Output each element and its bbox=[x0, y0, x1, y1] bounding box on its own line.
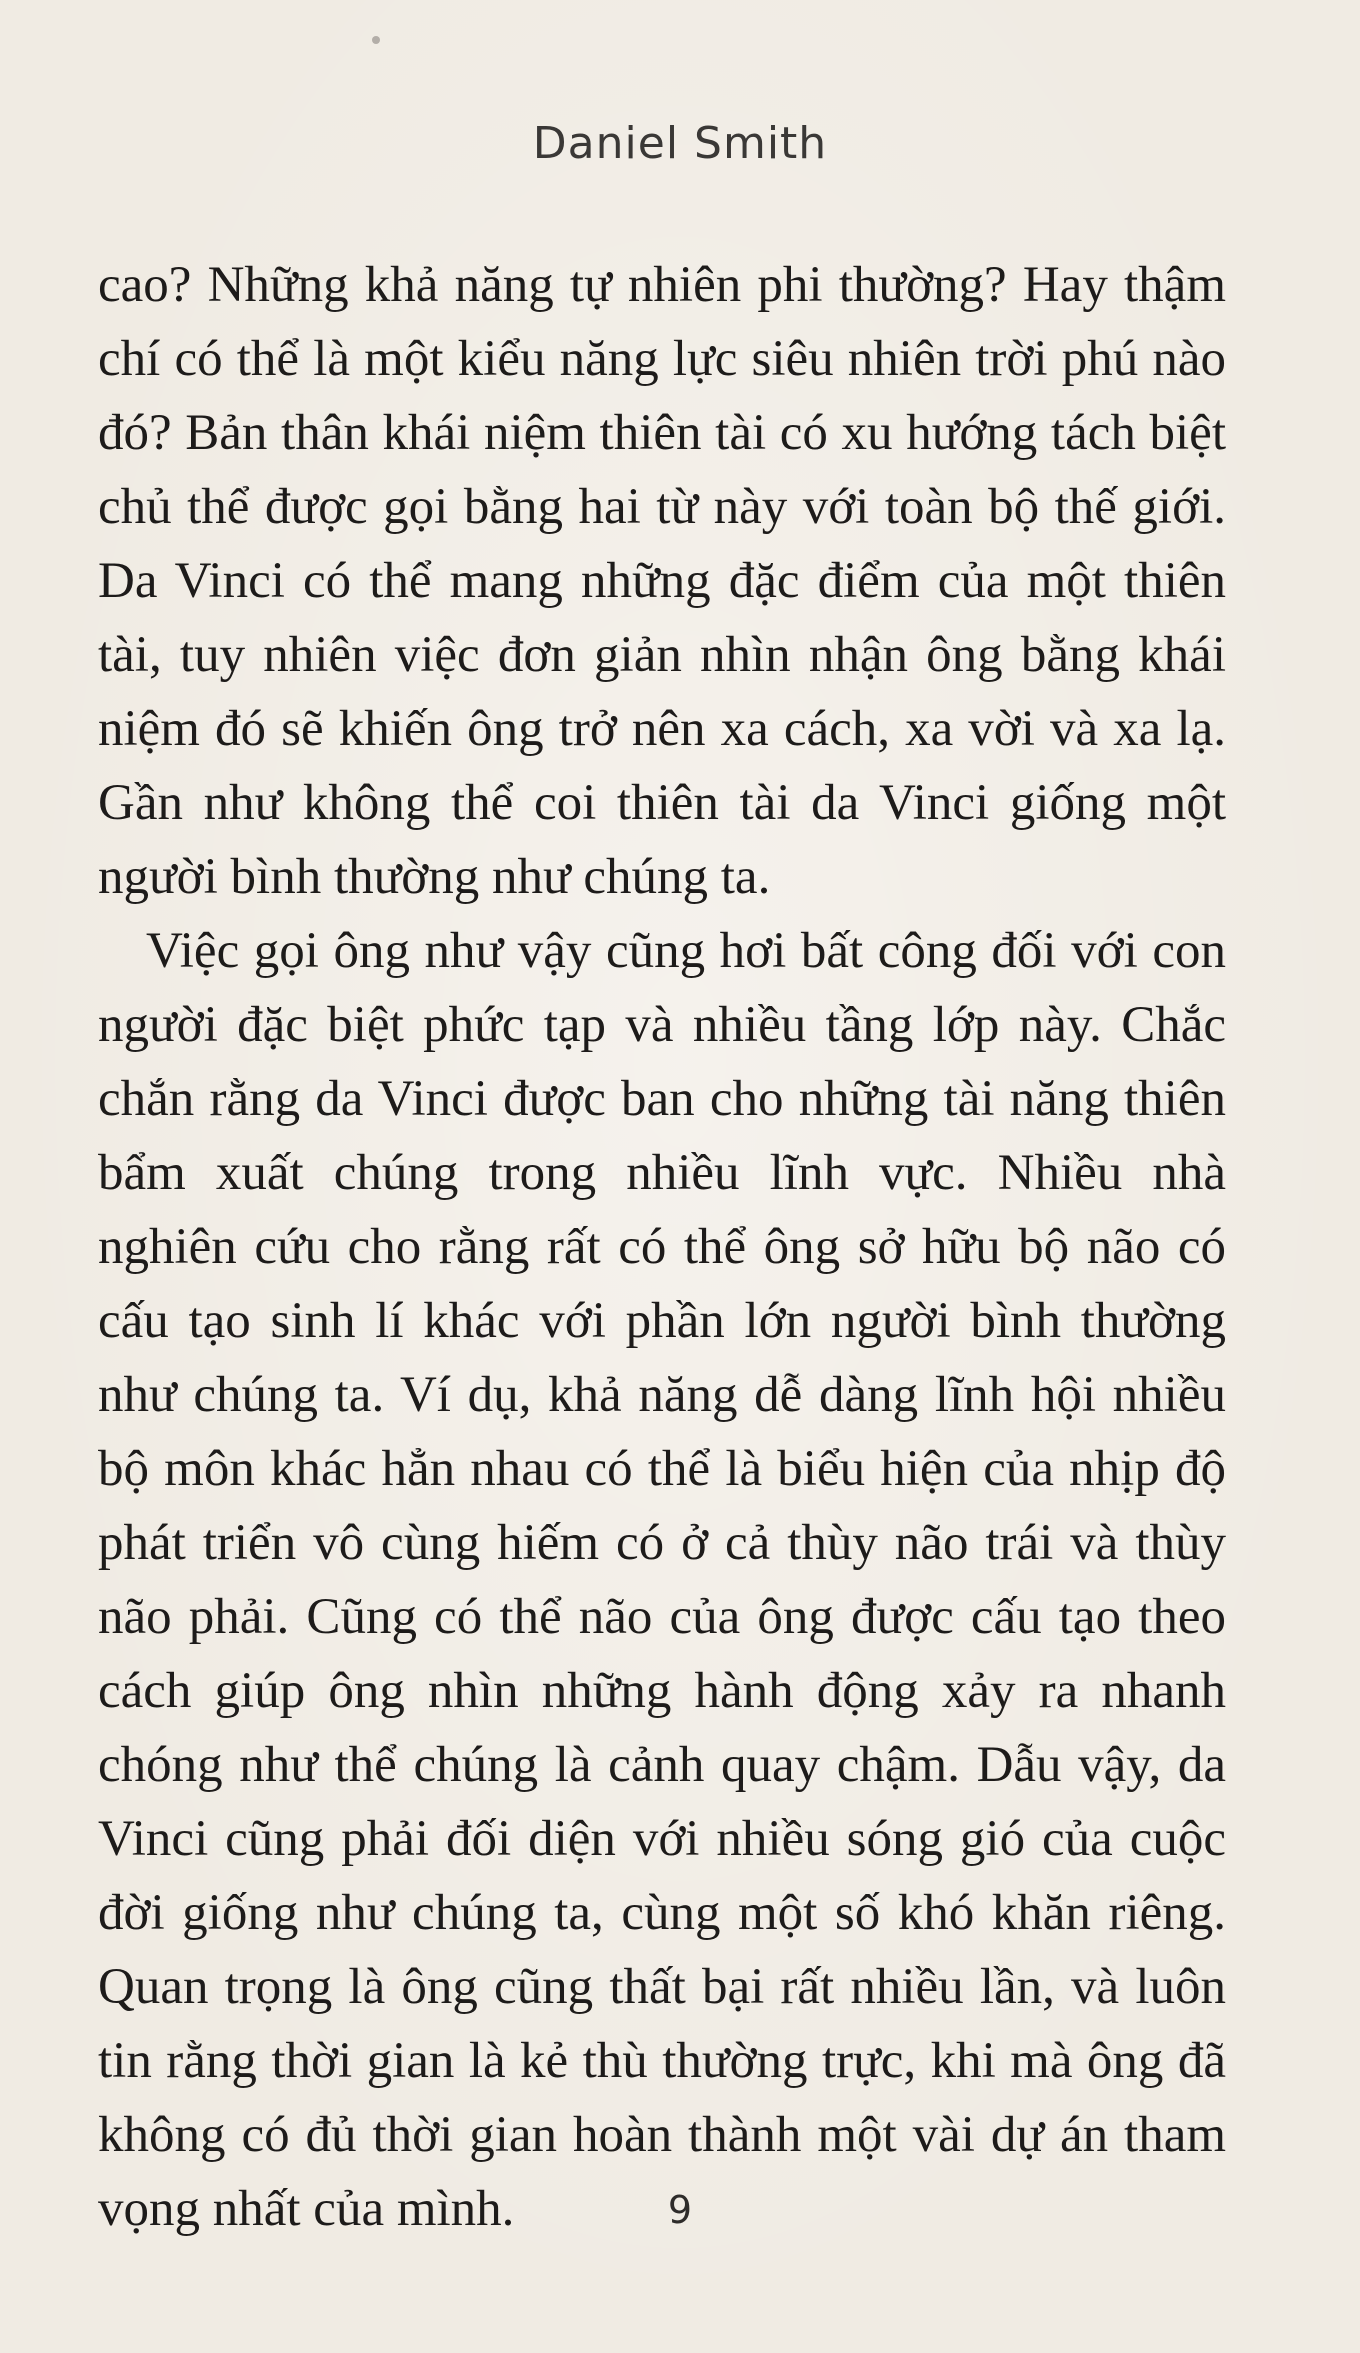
running-header-author: Daniel Smith bbox=[532, 118, 828, 169]
paragraph-1: cao? Những khả năng tự nhiên phi thường? Hay thậm chí có thể là một kiểu năng lực siêu nhiên trời phú nào đó? Bản thân khái niệm thiên tài có xu hướng tách biệt chủ thể được gọi bằng hai từ này với toàn bộ thế giới. Da Vinci có thể mang những đặc điểm của một thiên tài, tuy nhiên việc đơn giản nhìn nhận ông bằng khái niệm đó sẽ khiến ông trở nên xa cách, xa vời và xa lạ. Gần như không thể coi thiên tài da Vinci giống một người bình thường như chúng ta. bbox=[98, 257, 1226, 905]
body-text bbox=[98, 248, 1226, 2246]
page-number: 9 bbox=[667, 2188, 693, 2232]
paragraph-2: Việc gọi ông như vậy cũng hơi bất công đối với con người đặc biệt phức tạp và nhiều tầng lớp này. Chắc chắn rằng da Vinci được ban cho những tài năng thiên bẩm xuất chúng trong nhiều lĩnh vực. Nhiều nhà nghiên cứu cho rằng rất có thể ông sở hữu bộ não có cấu tạo sinh lí khác với phần lớn người bình thường như chúng ta. Ví dụ, khả năng dễ dàng lĩnh hội nhiều bộ môn khác hẳn nhau có thể là biểu hiện của nhịp độ phát triển vô cùng hiếm có ở cả thùy não trái và thùy não phải. Cũng có thể não của ông được cấu tạo theo cách giúp ông nhìn những hành động xảy ra nhanh chóng như thể chúng là cảnh quay chậm. Dẫu vậy, da Vinci cũng phải đối diện với nhiều sóng gió của cuộc đời giống như chúng ta, cùng một số khó khăn riêng. Quan trọng là ông cũng thất bại rất nhiều lần, và luôn tin rằng thời gian là kẻ thù thường trực, khi mà ông đã không có đủ thời gian hoàn thành một vài dự án tham vọng nhất của mình. bbox=[98, 923, 1226, 2237]
print-dot bbox=[372, 36, 380, 44]
